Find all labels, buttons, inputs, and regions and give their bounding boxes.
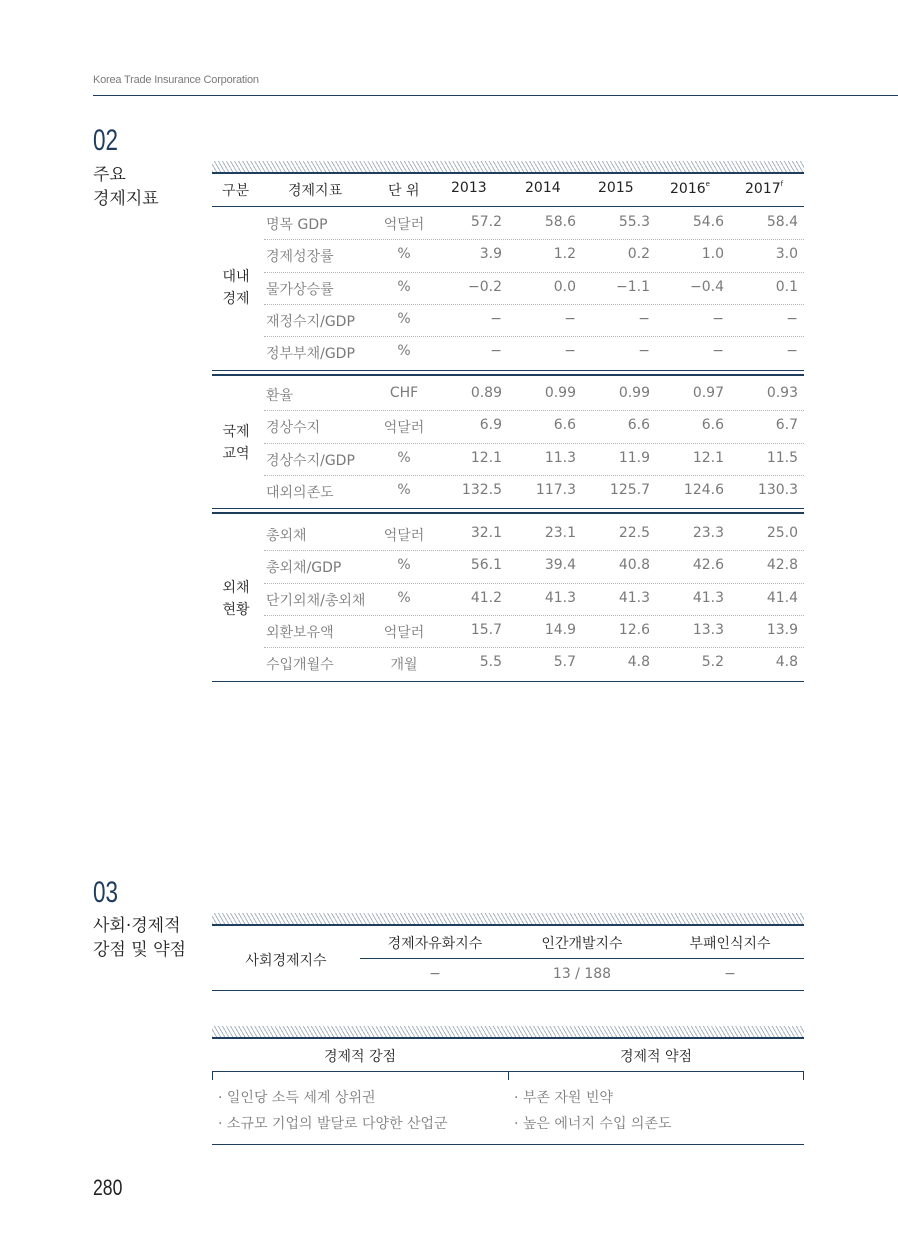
table-row	[264, 378, 804, 410]
indicator-value: −	[786, 343, 798, 360]
indicator-value: 11.5	[766, 449, 798, 466]
indicator-value: 0.99	[544, 385, 576, 401]
indicator-value: 5.7	[553, 654, 576, 671]
indicator-value: 4.8	[627, 654, 650, 671]
group-label-line: 경제	[222, 290, 250, 307]
index-header-rule	[360, 958, 804, 959]
indicator-value: 125.7	[609, 481, 650, 498]
econ-table-header	[212, 174, 804, 206]
indicator-value: 132.5	[461, 481, 502, 498]
indicator-value: 41.3	[544, 589, 576, 606]
group-label-line: 국제	[222, 423, 250, 440]
col-header-unit: 단 위	[388, 183, 420, 199]
weakness-item: · 부존 자원 빈약	[514, 1090, 613, 1106]
table-row	[264, 207, 804, 239]
strength-item: · 일인당 소득 세계 상위권	[218, 1090, 376, 1106]
group-label	[212, 421, 260, 465]
group-label	[212, 266, 260, 310]
indicator-value: 124.6	[683, 481, 724, 498]
group-divider	[212, 508, 804, 509]
indicator-value: 3.0	[775, 246, 798, 263]
indicator-value: −	[638, 343, 650, 360]
col-header-year: 2013	[451, 180, 487, 196]
indicator-value: 12.1	[692, 449, 724, 466]
indicator-value: 41.2	[470, 589, 502, 606]
indicator-name: 명목 GDP	[266, 217, 328, 233]
indicator-value: 55.3	[618, 214, 650, 230]
indicator-name: 외환보유액	[266, 624, 334, 641]
indicator-value: −	[712, 310, 724, 327]
table-row	[264, 615, 804, 647]
section-title-line: 주요	[93, 165, 126, 185]
indicator-value: 0.2	[627, 246, 650, 263]
indicator-value: 5.5	[479, 654, 502, 671]
section-title-economic-indicators	[93, 163, 159, 211]
running-header: Korea Trade Insurance Corporation	[93, 74, 259, 86]
strength-item: · 소규모 기업의 발달로 다양한 산업군	[218, 1116, 448, 1132]
indicator-unit: 억달러	[383, 420, 425, 437]
indicator-name: 물가상승률	[266, 281, 334, 298]
group-label-line: 현황	[222, 601, 250, 618]
index-header-corruption-perception: 부패인식지수	[689, 936, 771, 952]
indicator-value: 25.0	[766, 525, 798, 541]
sw-table-bottom-rule	[212, 1144, 804, 1145]
indicator-unit: %	[397, 449, 411, 466]
page-number: 280	[93, 1175, 123, 1200]
indicator-unit: 억달러	[383, 528, 425, 544]
indicator-value: 58.4	[766, 214, 798, 230]
indicator-value: 11.9	[618, 449, 650, 466]
indicator-value: 0.97	[692, 385, 724, 401]
indicator-name: 총외채	[266, 528, 307, 544]
indicator-unit: %	[397, 589, 411, 606]
indicator-unit: 억달러	[383, 624, 425, 641]
indicator-value: −	[712, 343, 724, 360]
sw-tick-mid	[508, 1071, 509, 1080]
indicator-value: −0.2	[468, 278, 502, 295]
indicator-value: 0.1	[775, 278, 798, 295]
indicator-name: 총외채/GDP	[266, 560, 342, 577]
indicator-name: 경상수지/GDP	[266, 452, 355, 469]
group-divider	[212, 512, 804, 514]
indicator-name: 재정수지/GDP	[266, 313, 355, 330]
indicator-value: −	[786, 310, 798, 327]
indicator-value: −	[490, 310, 502, 327]
indicator-unit: 개월	[390, 657, 418, 674]
index-header-human-development: 인간개발지수	[541, 936, 623, 952]
indicator-value: 23.1	[544, 525, 576, 541]
indicator-value: 41.3	[618, 589, 650, 606]
indicator-value: 41.4	[766, 589, 798, 606]
forecast-marker: f	[780, 180, 784, 188]
indicator-unit: %	[397, 310, 411, 327]
indicator-value: 11.3	[544, 449, 576, 466]
indicator-value: 0.0	[553, 278, 576, 295]
sw-tick-left	[212, 1071, 213, 1080]
indicator-value: 4.8	[775, 654, 798, 671]
table-hatch-band	[212, 1026, 804, 1037]
table-row	[264, 518, 804, 550]
table-row	[264, 304, 804, 336]
group-divider	[212, 370, 804, 371]
indicator-value: 6.6	[627, 417, 650, 434]
indicator-value: 5.2	[701, 654, 724, 671]
table-row	[264, 647, 804, 679]
indicator-value: 54.6	[692, 214, 724, 230]
indicator-value: 117.3	[535, 481, 576, 498]
indicator-value: −	[564, 343, 576, 360]
indicator-value: 41.3	[692, 589, 724, 606]
indicator-value: 12.6	[618, 621, 650, 638]
table-hatch-band	[212, 161, 804, 172]
indicator-value: 13.9	[766, 621, 798, 638]
indicator-value: 39.4	[544, 557, 576, 574]
indicator-value: 42.8	[766, 557, 798, 574]
indicator-name: 단기외채/총외채	[266, 592, 366, 609]
index-table-bottom-rule	[212, 990, 804, 991]
indicator-value: 6.6	[701, 417, 724, 434]
table-row	[264, 550, 804, 582]
table-bottom-rule	[212, 681, 804, 682]
table-row	[264, 239, 804, 271]
indicator-unit: %	[397, 278, 411, 295]
index-value-economic-freedom: −	[429, 966, 441, 982]
strengths-header: 경제적 강점	[323, 1049, 397, 1065]
section-title-strengths-weaknesses	[93, 914, 186, 962]
indicator-value: 3.9	[479, 246, 502, 263]
indicator-value: 6.7	[775, 417, 798, 434]
section-title-line: 사회·경제적	[93, 916, 181, 936]
indicator-value: 22.5	[618, 525, 650, 541]
table-row	[264, 336, 804, 368]
table-row	[264, 272, 804, 304]
group-divider	[212, 374, 804, 376]
indicator-value: 23.3	[692, 525, 724, 541]
indicator-value: 0.89	[470, 385, 502, 401]
indicator-name: 대외의존도	[266, 484, 334, 501]
indicator-value: 6.6	[553, 417, 576, 434]
indicator-value: 56.1	[470, 557, 502, 574]
indicator-unit: 억달러	[383, 217, 425, 233]
col-header-year: 2015	[598, 180, 634, 196]
index-value-human-development: 13 / 188	[552, 966, 612, 982]
group-label	[212, 577, 260, 621]
indicator-value: 1.2	[553, 246, 576, 263]
index-row-label: 사회경제지수	[245, 953, 327, 969]
indicator-unit: %	[397, 343, 411, 360]
table-row	[264, 443, 804, 475]
table-row	[264, 475, 804, 507]
indicator-value: 12.1	[470, 449, 502, 466]
table-top-rule	[212, 1037, 804, 1039]
indicator-value: 0.93	[766, 385, 798, 401]
col-header-category: 구분	[222, 183, 250, 199]
table-row	[264, 583, 804, 615]
group-label-line: 대내	[222, 268, 250, 285]
indicator-value: −	[490, 343, 502, 360]
index-header-economic-freedom: 경제자유화지수	[387, 936, 483, 952]
table-row	[264, 410, 804, 442]
indicator-unit: %	[397, 246, 411, 263]
weaknesses-header: 경제적 약점	[619, 1049, 693, 1065]
col-header-indicator: 경제지표	[288, 183, 343, 199]
indicator-name: 정부부채/GDP	[266, 346, 355, 363]
indicator-value: 32.1	[470, 525, 502, 541]
indicator-name: 수입개월수	[266, 657, 334, 674]
section-number-02: 02	[93, 124, 119, 157]
section-title-line: 경제지표	[93, 189, 159, 209]
indicator-value: 130.3	[757, 481, 798, 498]
indicator-name: 경상수지	[266, 420, 321, 437]
indicator-value: −	[638, 310, 650, 327]
index-value-corruption-perception: −	[724, 966, 736, 982]
indicator-name: 환율	[266, 388, 294, 404]
col-header-year: 2017$^f$	[745, 180, 784, 197]
indicator-value: 13.3	[692, 621, 724, 638]
indicator-value: 42.6	[692, 557, 724, 574]
col-header-year: 2016e	[670, 180, 710, 197]
indicator-unit: %	[397, 557, 411, 574]
indicator-value: −0.4	[690, 278, 724, 295]
indicator-value: 15.7	[470, 621, 502, 638]
indicator-name: 경제성장률	[266, 249, 334, 266]
indicator-value: 6.9	[479, 417, 502, 434]
group-label-line: 교역	[222, 445, 250, 462]
section-number-03: 03	[93, 876, 119, 909]
indicator-unit: %	[397, 481, 411, 498]
indicator-value: 1.0	[701, 246, 724, 263]
indicator-value: 0.99	[618, 385, 650, 401]
table-hatch-band	[212, 913, 804, 924]
indicator-value: −1.1	[616, 278, 650, 295]
indicator-value: 58.6	[544, 214, 576, 230]
col-header-year: 2014	[525, 180, 561, 196]
sw-tick-right	[803, 1071, 804, 1080]
table-top-rule	[212, 924, 804, 926]
indicator-value: 57.2	[470, 214, 502, 230]
weakness-item: · 높은 에너지 수입 의존도	[514, 1116, 672, 1132]
group-label-line: 외채	[222, 579, 250, 596]
estimate-marker: e	[705, 180, 710, 188]
header-rule	[93, 95, 898, 96]
indicator-unit: CHF	[389, 385, 419, 401]
indicator-value: −	[564, 310, 576, 327]
indicator-value: 14.9	[544, 621, 576, 638]
indicator-value: 40.8	[618, 557, 650, 574]
section-title-line: 강점 및 약점	[93, 940, 186, 960]
